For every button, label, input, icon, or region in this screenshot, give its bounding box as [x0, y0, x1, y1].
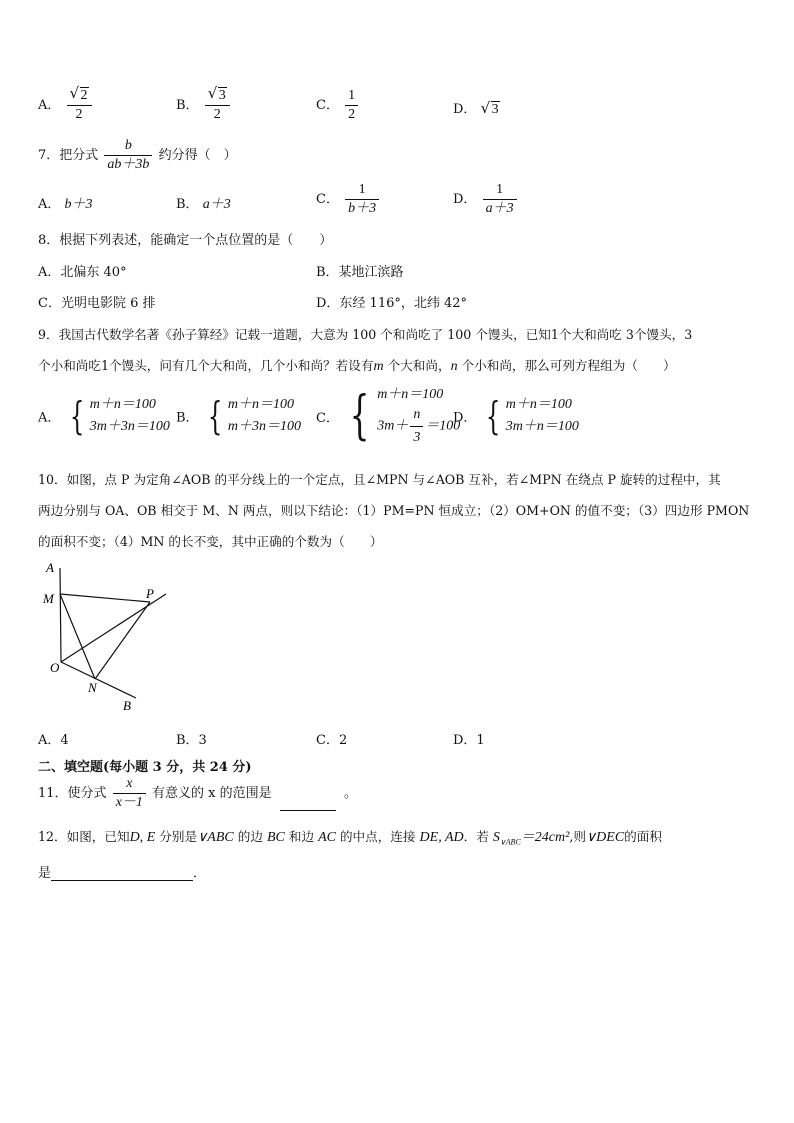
q9-option-c: C． { m＋n＝100 3m＋ $\frac{n}{3}$ ＝100 — [316, 386, 461, 446]
q9-stem-line1: 9．我国古代数学名著《孙子算经》记载一道题，大意为 100 个和尚吃了 100 个馒头，已知1个大和尚吃 3个馒头，3 — [38, 327, 693, 342]
q10-figure — [38, 558, 178, 718]
q10-stem-line2: 两边分别与 OA、OB 相交于 M、N 两点，则以下结论：（1）PM=PN 恒成立；（2）OM+ON 的值不变；（3）四边形 PMON — [38, 503, 750, 518]
q12-stem-line2: 是 ． — [38, 866, 207, 881]
q8-option-c: C．光明电影院 6 排 — [38, 296, 156, 311]
q6-option-d: D． √ 3 — [453, 99, 499, 117]
label-n: N — [88, 680, 97, 695]
ray-oa — [60, 568, 61, 662]
segment-mn — [60, 594, 95, 679]
q8-option-b: B．某地江滨路 — [316, 265, 404, 280]
q6-option-c: C． $\frac{1}{2}$ — [316, 88, 360, 123]
q8-option-d: D．东经 116°，北纬 42° — [316, 296, 468, 311]
label-o: O — [50, 660, 60, 675]
q10-option-a: A．4 — [38, 733, 69, 748]
q10-option-b: B．3 — [176, 733, 207, 748]
q7-option-a: A． b＋3 — [38, 197, 93, 212]
q7-stem: 7．把分式 $\frac{b}{ab+3b}$ 约分得（ ） — [38, 138, 237, 172]
segment-mp — [60, 594, 150, 602]
q10-option-d: D．1 — [453, 733, 485, 748]
ray-ob — [61, 662, 136, 698]
q8-stem: 8．根据下列表述，能确定一个点位置的是（ ） — [38, 233, 333, 248]
q10-stem-line1: 10．如图，点 P 为定角∠AOB 的平分线上的一个定点，且∠MPN 与∠AOB 互补，若∠MPN 在绕点 P 旋转的过程中，其 — [38, 472, 721, 487]
q12-answer-blank[interactable] — [51, 866, 193, 881]
label-m: M — [43, 591, 54, 606]
q11-answer-blank[interactable] — [280, 796, 336, 811]
q6-option-a: A． √ 2 2 — [38, 88, 94, 123]
q9-stem-line2: 个小和尚吃1个馒头，问有几个大和尚，几个小和尚？若设有m 个大和尚，n 个小和尚，那么可列方程组为（ ） — [38, 358, 676, 374]
section-heading: 二、填空题(每小题 3 分，共 24 分) — [38, 760, 252, 775]
q9-option-b: B． { m＋n＝100 m＋3n＝100 — [176, 394, 302, 438]
ray-op — [61, 594, 166, 662]
q9-option-d: D． { m＋n＝100 3m＋n＝100 — [453, 394, 579, 438]
q9-option-a: A． { m＋n＝100 3m＋3n＝100 — [38, 394, 170, 438]
label-p: P — [146, 586, 154, 601]
q10-option-c: C．2 — [316, 733, 348, 748]
q6-option-b: B． √ 3 2 — [176, 88, 232, 123]
q8-option-a: A．北偏东 40° — [38, 265, 127, 280]
q7-option-b: B． a＋3 — [176, 197, 231, 212]
segment-pn — [95, 602, 150, 679]
q7-option-c: C． $\frac{1}{b+3}$ — [316, 182, 381, 217]
label-a: A — [46, 560, 54, 575]
q12-stem-line1: 12．如图，已知D, E 分别是∨ABC 的边 BC 和边 AC 的中点，连接 DE, AD．若 $S_{\vee ABC}=24cm^2$,则∨DEC的面积 — [38, 829, 662, 847]
q7-option-d: D． $\frac{1}{a+3}$ — [453, 182, 519, 217]
q11-stem: 11．使分式 $\frac{x}{x-1}$ 有意义的 x 的范围是 。 — [38, 776, 357, 810]
label-b: B — [123, 698, 131, 713]
q10-stem-line3: 的面积不变；（4）MN 的长不变，其中正确的个数为（ ） — [38, 534, 383, 549]
